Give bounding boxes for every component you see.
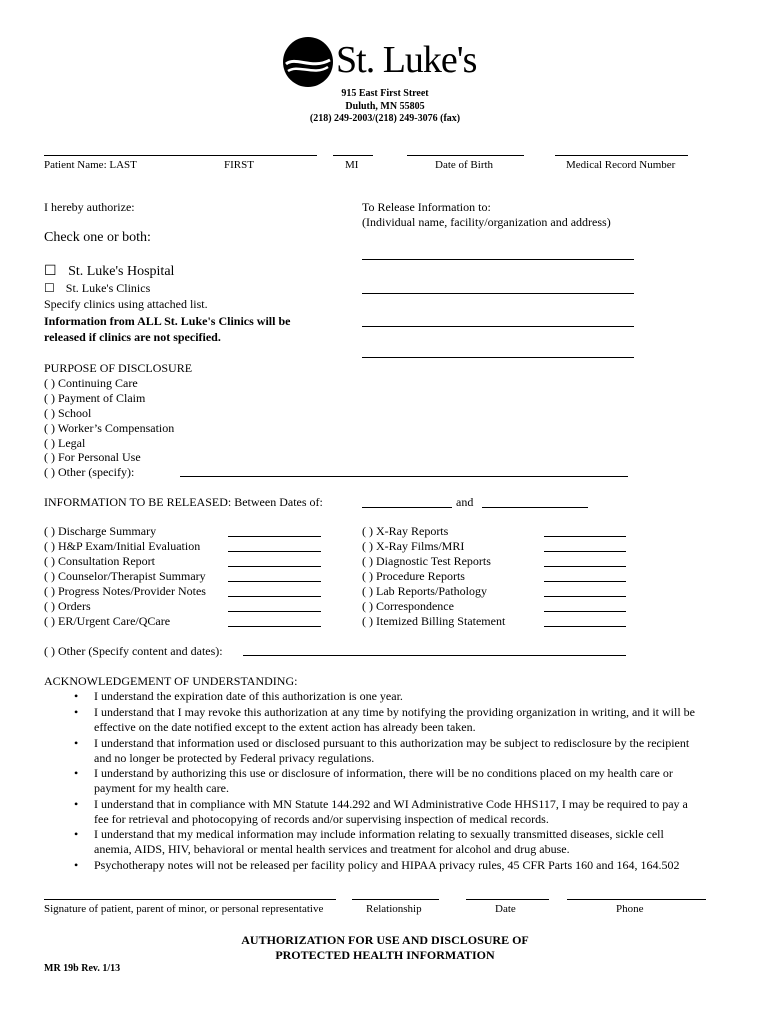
info-other-item[interactable]: ( ) Other (Specify content and dates):: [44, 644, 223, 658]
info-left-line[interactable]: [228, 611, 321, 612]
clinics-label: St. Luke's Clinics: [65, 281, 151, 295]
hospital-option[interactable]: [44, 263, 174, 280]
info-left-item[interactable]: ( ) Progress Notes/Provider Notes: [44, 584, 206, 598]
mrn-field[interactable]: [555, 155, 688, 156]
ack-item-5a: I understand that in compliance with MN Statute 144.292 and WI Administrative Code HHS117, I may be required to pay a: [94, 797, 688, 811]
form-title-2: PROTECTED HEALTH INFORMATION: [275, 948, 495, 962]
check-heading: Check one or both:: [44, 230, 151, 245]
ack-item-6a: I understand that my medical information may include information relating to sexually transmitted diseases, sickle cell: [94, 827, 664, 841]
ack-item-3a: I understand that information used or disclosed pursuant to this authorization may be subject to redisclosure by the recipient: [94, 736, 690, 750]
form-title-1: AUTHORIZATION FOR USE AND DISCLOSURE OF: [241, 933, 529, 947]
authorize-label: I hereby authorize:: [44, 200, 135, 214]
release-to-sublabel: (Individual name, facility/organization and address): [362, 215, 611, 229]
date-line[interactable]: [466, 899, 549, 900]
logo-mark-icon: [282, 36, 334, 88]
mi-field[interactable]: [333, 155, 373, 156]
phone-line-field[interactable]: [567, 899, 706, 900]
release-to-line-1[interactable]: [362, 259, 634, 260]
patient-name-label: Patient Name: LAST: [44, 159, 137, 171]
ack-item-2a: I understand that I may revoke this authorization at any time by notifying the providing organization in writing, and it will be: [94, 705, 695, 719]
logo: [282, 36, 502, 88]
bullet-icon: •: [74, 827, 79, 841]
info-right-line[interactable]: [544, 551, 626, 552]
hospital-checkbox[interactable]: ☐: [44, 264, 57, 279]
purpose-item[interactable]: ( ) School: [44, 406, 92, 420]
info-left-line[interactable]: [228, 626, 321, 627]
ack-item-3b: and no longer be protected by Federal privacy regulations.: [94, 751, 375, 765]
info-right-line[interactable]: [544, 596, 626, 597]
form-number: MR 19b Rev. 1/13: [44, 963, 121, 974]
bullet-icon: •: [74, 736, 79, 750]
info-left-line[interactable]: [228, 566, 321, 567]
purpose-heading: PURPOSE OF DISCLOSURE: [44, 361, 193, 375]
bullet-icon: •: [74, 766, 79, 780]
info-right-line[interactable]: [544, 581, 626, 582]
purpose-item[interactable]: ( ) Continuing Care: [44, 376, 138, 390]
bullet-icon: •: [74, 858, 79, 872]
clinics-option[interactable]: [44, 281, 150, 296]
info-left-item[interactable]: ( ) Discharge Summary: [44, 524, 157, 538]
ack-item-1: I understand the expiration date of this authorization is one year.: [94, 689, 403, 703]
release-to-line-4[interactable]: [362, 357, 634, 358]
clinics-note-1: Information from ALL St. Luke's Clinics will be: [44, 314, 291, 328]
info-other-line[interactable]: [243, 655, 626, 656]
info-left-line[interactable]: [228, 596, 321, 597]
signature-line[interactable]: [44, 899, 336, 900]
relationship-line[interactable]: [352, 899, 439, 900]
first-label: FIRST: [224, 159, 254, 171]
ack-item-2b: effective on the date notified except to the extent action has already been taken.: [94, 720, 476, 734]
info-left-item[interactable]: ( ) Consultation Report: [44, 554, 155, 568]
end-date-line[interactable]: [482, 507, 588, 508]
info-right-item[interactable]: ( ) Correspondence: [362, 599, 454, 613]
dob-field[interactable]: [407, 155, 524, 156]
purpose-item[interactable]: ( ) Worker’s Compensation: [44, 421, 175, 435]
relationship-label: Relationship: [366, 903, 422, 915]
and-label: and: [456, 495, 474, 509]
start-date-line[interactable]: [362, 507, 452, 508]
purpose-other-line[interactable]: [180, 476, 628, 477]
ack-item-5b: fee for retrieval and photocopying of records and/or supervising inspection of medical records.: [94, 812, 549, 826]
bullet-icon: •: [74, 705, 79, 719]
info-left-item[interactable]: ( ) H&P Exam/Initial Evaluation: [44, 539, 201, 553]
purpose-item[interactable]: ( ) Legal: [44, 436, 86, 450]
info-left-item[interactable]: ( ) Counselor/Therapist Summary: [44, 569, 206, 583]
mrn-label: Medical Record Number: [566, 159, 676, 171]
info-right-item[interactable]: ( ) Itemized Billing Statement: [362, 614, 506, 628]
ack-item-4a: I understand by authorizing this use or disclosure of information, there will be no conditions placed on my health care or: [94, 766, 673, 780]
info-left-item[interactable]: ( ) ER/Urgent Care/QCare: [44, 614, 171, 628]
info-left-line[interactable]: [228, 581, 321, 582]
info-left-line[interactable]: [228, 536, 321, 537]
hospital-label: St. Luke's Hospital: [68, 264, 175, 279]
release-to-line-2[interactable]: [362, 293, 634, 294]
info-left-item[interactable]: ( ) Orders: [44, 599, 91, 613]
info-right-item[interactable]: ( ) Diagnostic Test Reports: [362, 554, 491, 568]
bullet-icon: •: [74, 797, 79, 811]
info-right-item[interactable]: ( ) Procedure Reports: [362, 569, 465, 583]
address-line-2: Duluth, MN 55805: [345, 101, 425, 112]
bullet-icon: •: [74, 689, 79, 703]
ack-item-6b: anemia, AIDS, HIV, behavioral or mental health services and treatment for alcohol and drug abuse.: [94, 842, 570, 856]
info-right-item[interactable]: ( ) X-Ray Reports: [362, 524, 449, 538]
clinics-note-2: released if clinics are not specified.: [44, 330, 221, 344]
info-right-line[interactable]: [544, 611, 626, 612]
release-to-label: To Release Information to:: [362, 200, 491, 214]
phone-label: Phone: [616, 903, 644, 915]
info-left-line[interactable]: [228, 551, 321, 552]
signature-label: Signature of patient, parent of minor, or personal representative: [44, 903, 324, 915]
mi-label: MI: [345, 159, 359, 171]
info-right-item[interactable]: ( ) Lab Reports/Pathology: [362, 584, 487, 598]
info-right-line[interactable]: [544, 626, 626, 627]
logo-text: St. Luke's: [336, 39, 477, 81]
ack-item-7: Psychotherapy notes will not be released per facility policy and HIPAA privacy rules, 45 CFR Parts 160 and 164, 164.502: [94, 858, 680, 872]
info-right-item[interactable]: ( ) X-Ray Films/MRI: [362, 539, 465, 553]
dob-label: Date of Birth: [435, 159, 494, 171]
ack-heading: ACKNOWLEDGEMENT OF UNDERSTANDING:: [44, 674, 298, 688]
info-right-line[interactable]: [544, 536, 626, 537]
info-right-line[interactable]: [544, 566, 626, 567]
purpose-item[interactable]: ( ) For Personal Use: [44, 450, 141, 464]
clinics-checkbox[interactable]: ☐: [44, 281, 55, 295]
patient-name-field[interactable]: [44, 155, 317, 156]
purpose-item[interactable]: ( ) Payment of Claim: [44, 391, 146, 405]
purpose-item[interactable]: ( ) Other (specify):: [44, 465, 135, 479]
phone-line: (218) 249-2003/(218) 249-3076 (fax): [309, 113, 461, 124]
info-heading: INFORMATION TO BE RELEASED: Between Dates of:: [44, 495, 323, 509]
specify-clinics-text: Specify clinics using attached list.: [44, 297, 208, 311]
address-line-1: 915 East First Street: [341, 88, 429, 99]
release-to-line-3[interactable]: [362, 326, 634, 327]
ack-item-4b: payment for my health care.: [94, 781, 229, 795]
date-label: Date: [495, 903, 516, 915]
